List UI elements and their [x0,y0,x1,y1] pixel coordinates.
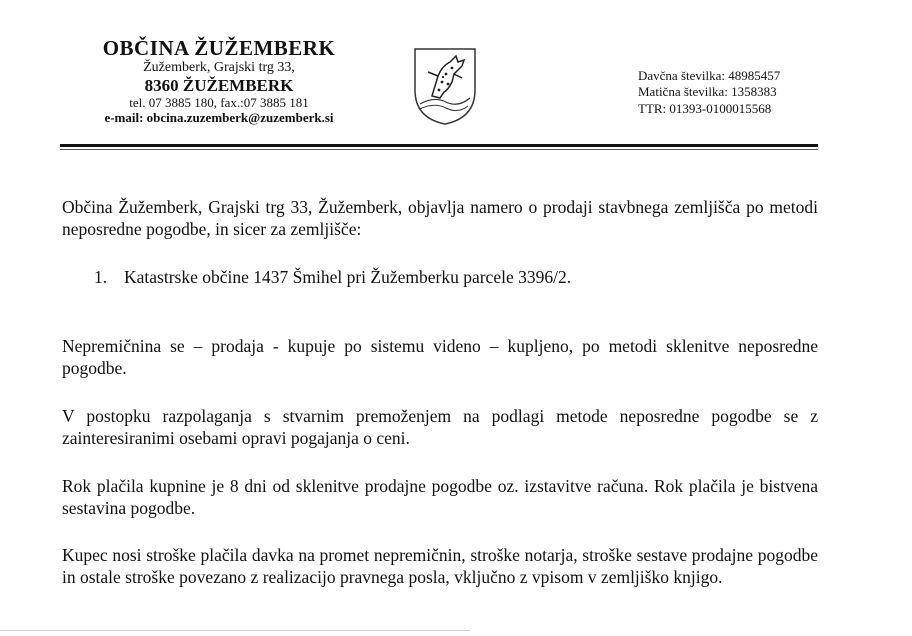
ttr-account: TTR: 01393-0100015568 [638,100,772,116]
organization-name: OBČINA ŽUŽEMBERK [102,36,336,60]
email-address: e-mail: obcina.zuzemberk@zuzemberk.si [104,109,334,125]
postal-address: 8360 ŽUŽEMBERK [144,76,294,96]
registration-number: Matična številka: 1358383 [638,84,777,100]
header-divider-thin [60,149,818,150]
paragraph-negotiation: V postopku razpolaganja s stvarnim premoženjem na podlagi metode neposredne pogodbe se z zainteresiranimi osebami opravi pogajanja o ceni. [62,406,818,448]
page-edge [0,630,470,631]
paragraph-payment-deadline: Rok plačila kupnine je 8 dni od sklenitve prodajne pogodbe oz. izstavitve računa. Rok plačila je bistvena sestavina pogodbe. [62,476,818,518]
paragraph-buyer-costs: Kupec nosi stroške plačila davka na promet nepremičnin, stroške notarja, stroške sestave prodajne pogodbe in ostale stroške povezano z realizacijo pravnega posla, vključno z vpisom v zemljiško knjigo. [62,545,818,587]
letterhead-right [638,68,888,117]
list-item [94,266,794,288]
list-number: 1. [94,267,108,287]
header-divider [60,144,818,147]
intro-paragraph: Občina Žužemberk, Grajski trg 33, Žužemberk, objavlja namero o prodaji stavbnega zemljišča po metodi neposredne pogodbe, in sicer za zemljišče: [62,197,818,239]
street-address: Žužemberk, Grajski trg 33, [143,60,295,76]
list-text: Katastrske občine 1437 Šmihel pri Žužemberku parcele 3396/2. [124,267,572,287]
coat-of-arms-icon [412,46,478,126]
paragraph-sale-terms: Nepremičnina se – prodaja - kupuje po sistemu videno – kupljeno, po metodi sklenitve neposredne pogodbe. [62,336,818,378]
tax-number: Davčna številka: 48985457 [638,68,781,83]
phone-fax: tel. 07 3885 180, fax.:07 3885 181 [129,94,309,110]
letterhead-left [60,36,378,126]
